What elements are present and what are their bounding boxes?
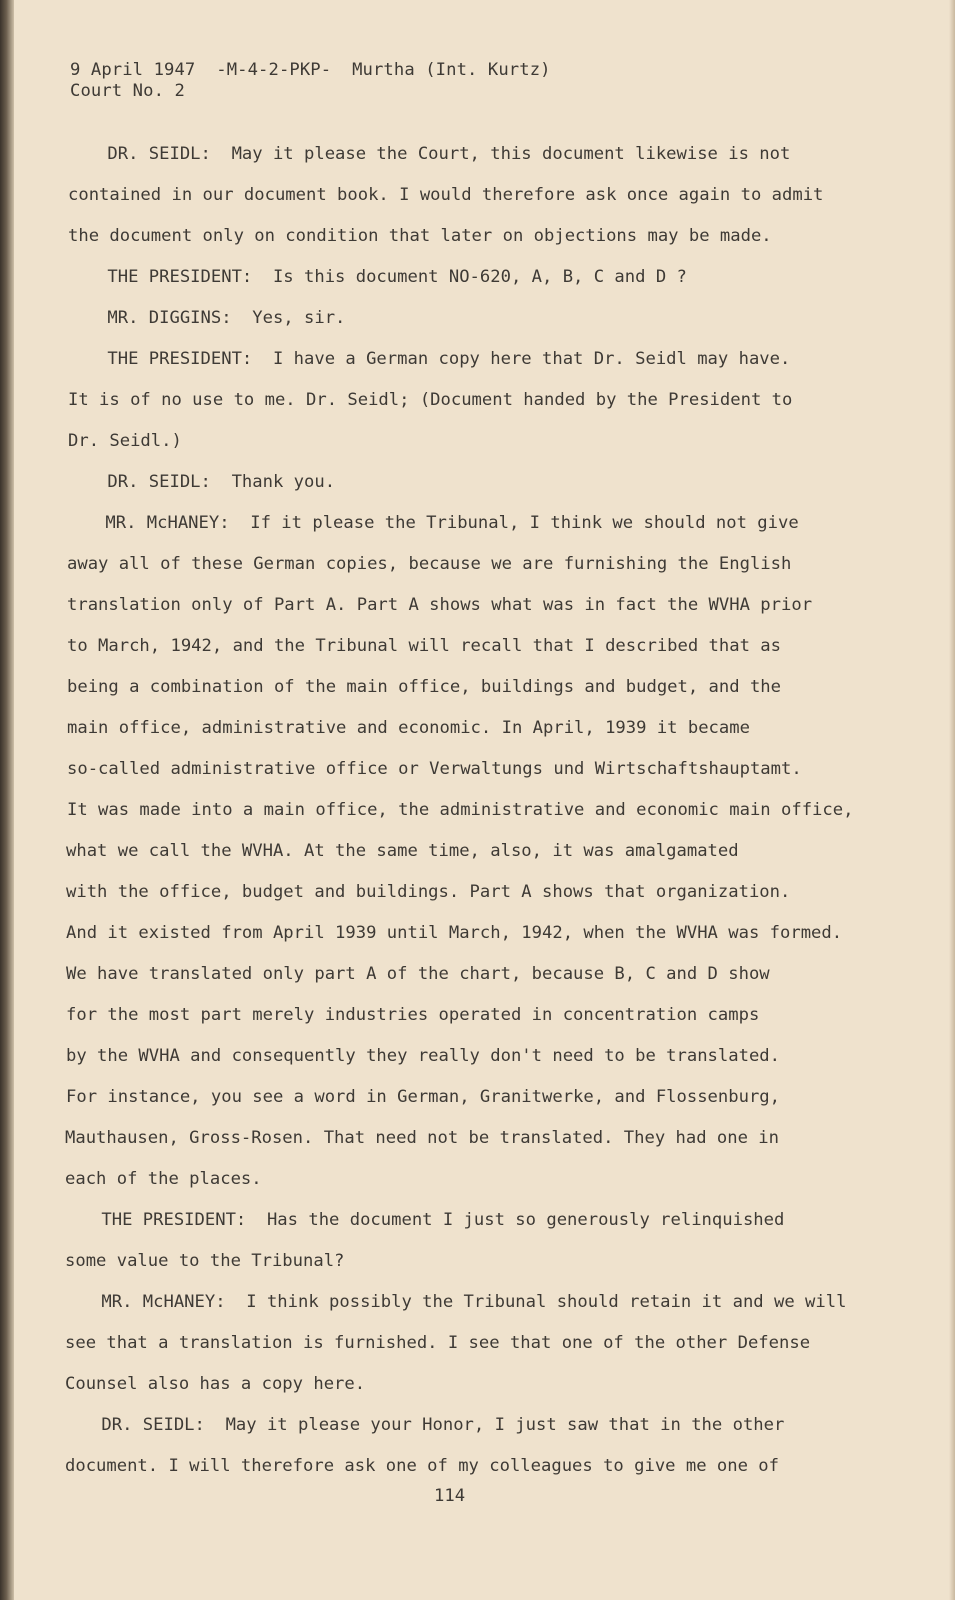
header-date-line: 9 April 1947 -M-4-2-PKP- Murtha (Int. Kurtz)	[70, 60, 551, 80]
text-line: It was made into a main office, the administrative and economic main office,	[67, 800, 854, 820]
text-line: see that a translation is furnished. I see that one of the other Defense	[65, 1333, 811, 1353]
text-line: Counsel also has a copy here.	[65, 1374, 366, 1394]
text-line: DR. SEIDL: Thank you.	[66, 472, 336, 492]
text-line: what we call the WVHA. At the same time, also, it was amalgamated	[66, 841, 739, 861]
text-line: MR. McHANEY: If it please the Tribunal, I think we should not give	[64, 513, 799, 533]
page-number: 114	[434, 1486, 466, 1506]
text-line: with the office, budget and buildings. Part A shows that organization.	[66, 882, 791, 902]
text-line: For instance, you see a word in German, Granitwerke, and Flossenburg,	[66, 1087, 780, 1107]
text-line: We have translated only part A of the chart, because B, C and D show	[66, 964, 770, 984]
text-line: translation only of Part A. Part A shows what was in fact the WVHA prior	[67, 595, 813, 615]
text-line: the document only on condition that later on objections may be made.	[68, 226, 772, 246]
text-line: being a combination of the main office, buildings and budget, and the	[67, 677, 781, 697]
text-line: Mauthausen, Gross-Rosen. That need not be translated. They had one in	[65, 1128, 779, 1148]
text-line: each of the places.	[65, 1169, 262, 1189]
text-line: DR. SEIDL: May it please your Honor, I just saw that in the other	[60, 1415, 785, 1435]
text-line: THE PRESIDENT: Is this document NO-620, A, B, C and D ?	[66, 267, 687, 287]
text-line: MR. McHANEY: I think possibly the Tribunal should retain it and we will	[60, 1292, 847, 1312]
text-line: so-called administrative office or Verwaltungs und Wirtschaftshauptamt.	[67, 759, 802, 779]
text-line: contained in our document book. I would therefore ask once again to admit	[68, 185, 824, 205]
header-court-line: Court No. 2	[70, 81, 185, 101]
text-line: for the most part merely industries operated in concentration camps	[66, 1005, 760, 1025]
text-line: main office, administrative and economic. In April, 1939 it became	[67, 718, 750, 738]
text-line: Dr. Seidl.)	[68, 431, 182, 451]
text-line: to March, 1942, and the Tribunal will recall that I described that as	[67, 636, 781, 656]
text-line: some value to the Tribunal?	[65, 1251, 345, 1271]
text-line: And it existed from April 1939 until March, 1942, when the WVHA was formed.	[66, 923, 843, 943]
text-line: away all of these German copies, because we are furnishing the English	[67, 554, 792, 574]
text-line: THE PRESIDENT: Has the document I just so generously relinquished	[60, 1210, 785, 1230]
text-line: MR. DIGGINS: Yes, sir.	[66, 308, 346, 328]
text-line: by the WVHA and consequently they really don't need to be translated.	[66, 1046, 780, 1066]
text-line: document. I will therefore ask one of my colleagues to give me one of	[65, 1456, 779, 1476]
text-line: THE PRESIDENT: I have a German copy here that Dr. Seidl may have.	[66, 349, 791, 369]
text-line: DR. SEIDL: May it please the Court, this document likewise is not	[66, 144, 791, 164]
scan-shadow-right	[949, 0, 955, 1600]
page-header	[70, 60, 551, 102]
scan-shadow-left	[0, 0, 14, 1600]
text-line: It is of no use to me. Dr. Seidl; (Document handed by the President to	[68, 390, 793, 410]
